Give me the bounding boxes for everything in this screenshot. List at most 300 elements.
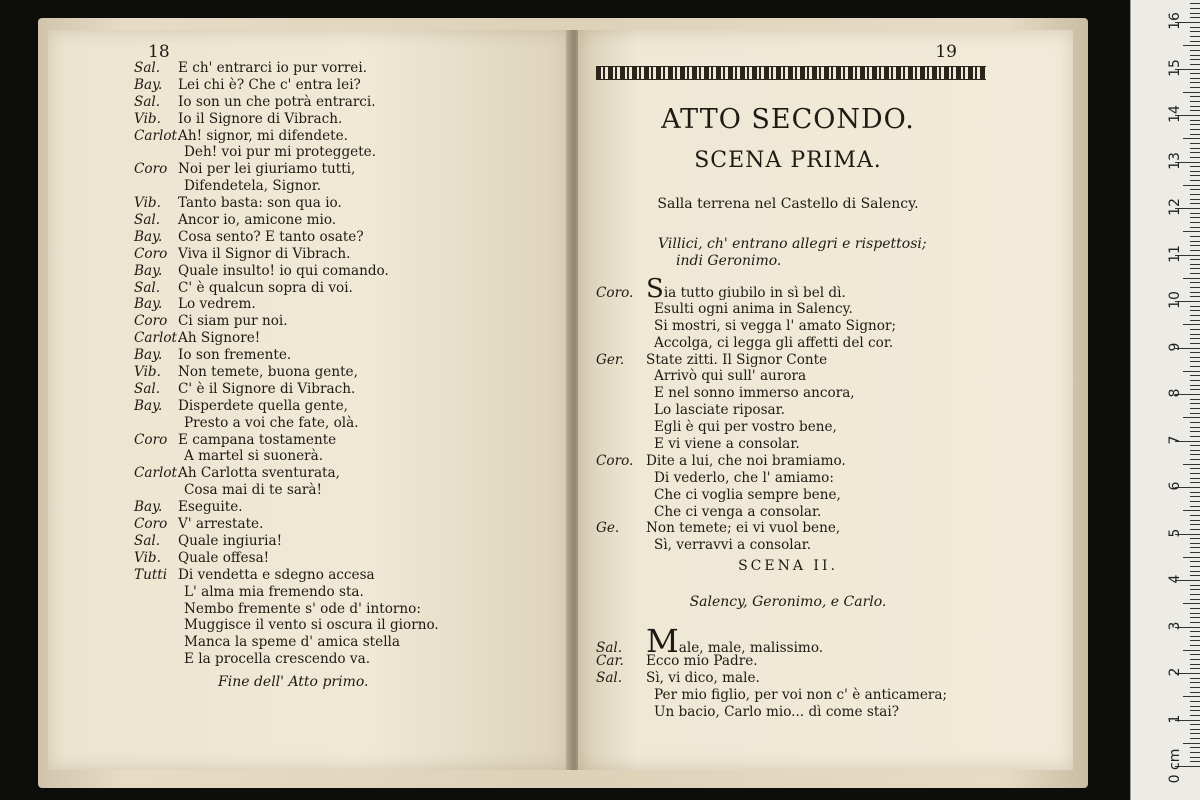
line-text: Disperdete quella gente, — [178, 397, 348, 414]
line-text: Difendetela, Signor. — [184, 178, 322, 195]
ruler-tick — [1190, 222, 1200, 223]
stage-direction-line: Villici, ch' entrano allegri e rispettosi; — [658, 236, 927, 252]
speaker-label: Bay. — [134, 262, 163, 279]
ruler-tick — [1190, 538, 1200, 539]
ruler-tick — [1190, 631, 1200, 632]
text-line — [134, 195, 439, 212]
speaker-label: Bay. — [134, 296, 163, 313]
ruler-tick — [1183, 464, 1200, 465]
speaker-label: Sal. — [134, 93, 161, 110]
ruler-tick — [1190, 608, 1200, 609]
line-text: Di vendetta e sdegno accesa — [178, 566, 375, 583]
text-line — [134, 381, 439, 398]
ruler-number: 4 — [1167, 574, 1183, 584]
ruler-tick — [1190, 213, 1200, 214]
ruler-number: 11 — [1167, 244, 1183, 263]
ruler-tick — [1190, 617, 1200, 618]
ruler-tick — [1190, 524, 1200, 525]
speaker-label: Coro — [134, 313, 168, 330]
ruler-tick — [1190, 366, 1200, 367]
line-text: Non temete; ei vi vuol bene, — [646, 520, 841, 537]
text-line — [134, 144, 439, 161]
decorative-border — [596, 66, 986, 80]
ruler-tick — [1190, 496, 1200, 497]
ruler-tick — [1190, 520, 1200, 521]
ruler-tick — [1190, 199, 1200, 200]
ruler-tick — [1190, 268, 1200, 269]
ruler-tick — [1190, 654, 1200, 655]
ruler-tick — [1190, 120, 1200, 121]
ruler-tick — [1190, 413, 1200, 414]
ruler-tick — [1190, 752, 1200, 753]
text-line — [596, 402, 896, 419]
line-text: State zitti. Il Signor Conte — [646, 351, 828, 368]
ruler-tick — [1190, 73, 1200, 74]
line-text: Io son fremente. — [178, 347, 292, 364]
line-text: Nembo fremente s' ode d' intorno: — [184, 600, 421, 617]
ruler-tick — [1190, 375, 1200, 376]
ruler-tick — [1190, 315, 1200, 316]
ruler-tick — [1190, 55, 1200, 56]
ruler-tick — [1190, 236, 1200, 237]
ruler-tick — [1190, 506, 1200, 507]
ruler-tick — [1190, 334, 1200, 335]
text-line — [596, 274, 896, 304]
ruler-tick — [1190, 87, 1200, 88]
text-line — [134, 533, 439, 550]
line-text: A martel si suonerà. — [184, 448, 324, 465]
ruler-tick — [1190, 329, 1200, 330]
line-text: E vi viene a consolar. — [654, 436, 800, 453]
speaker-label: Vib. — [134, 364, 161, 381]
ruler-tick — [1190, 27, 1200, 28]
page-number: 18 — [148, 42, 170, 62]
ruler-tick — [1190, 710, 1200, 711]
line-text: C' è qualcun sopra di voi. — [178, 279, 353, 296]
text-line — [134, 448, 439, 465]
text-line — [134, 246, 439, 263]
ruler-tick — [1190, 492, 1200, 493]
line-text: Per mio figlio, per voi non c' è anticamera; — [654, 686, 948, 703]
ruler-tick — [1190, 701, 1200, 702]
line-text: Tanto basta: son qua io. — [178, 195, 342, 212]
ruler-tick — [1190, 529, 1200, 530]
text-line — [596, 436, 896, 453]
ruler-tick — [1190, 82, 1200, 83]
ruler-tick — [1190, 273, 1200, 274]
text-block — [134, 60, 439, 668]
right-page — [578, 30, 1073, 770]
ruler-tick — [1190, 761, 1200, 762]
scene-heading: SCENA PRIMA. — [694, 148, 882, 173]
line-text: Muggisce il vento si oscura il giorno. — [184, 617, 439, 634]
ruler-tick — [1190, 473, 1200, 474]
text-line — [596, 352, 896, 369]
ruler-tick — [1190, 547, 1200, 548]
line-text: Accolga, ci legga gli affetti del cor. — [654, 334, 894, 351]
ruler-tick — [1190, 389, 1200, 390]
ruler-tick — [1190, 338, 1200, 339]
ruler-tick — [1190, 203, 1200, 204]
line-text: Ecco mio Padre. — [646, 652, 758, 669]
ruler-tick — [1183, 231, 1200, 232]
speaker-label: Bay. — [134, 397, 163, 414]
ruler-tick — [1190, 320, 1200, 321]
speaker-label: Sal. — [596, 640, 623, 656]
text-line — [134, 550, 439, 567]
ruler-tick — [1190, 482, 1200, 483]
text-block — [596, 274, 897, 554]
text-line — [134, 94, 439, 111]
line-text: Egli è qui per vostro bene, — [654, 419, 837, 436]
line-text: Viva il Signor di Vibrach. — [178, 245, 351, 262]
ruler-tick — [1190, 613, 1200, 614]
text-line — [134, 212, 439, 229]
ruler-number: 8 — [1167, 388, 1183, 398]
ruler-tick — [1190, 724, 1200, 725]
text-line — [596, 470, 896, 487]
line-text: Noi per lei giuriamo tutti, — [178, 161, 356, 178]
ruler-number: 1 — [1167, 714, 1183, 723]
ruler-number: 2 — [1167, 667, 1183, 677]
ruler-tick — [1190, 157, 1200, 158]
speaker-label: Sal. — [134, 532, 161, 549]
ruler-tick — [1190, 566, 1200, 567]
ruler-tick — [1190, 352, 1200, 353]
line-text: E ch' entrarci io pur vorrei. — [178, 60, 368, 76]
ruler-tick — [1190, 245, 1200, 246]
speaker-label: Carlot. — [134, 127, 182, 144]
ruler-tick — [1190, 78, 1200, 79]
ruler-tick — [1190, 3, 1200, 4]
speaker-label: Coro. — [596, 452, 634, 469]
text-line — [596, 537, 896, 554]
line-text: Presto a voi che fate, olà. — [184, 414, 359, 431]
ruler-tick — [1190, 385, 1200, 386]
ruler-tick — [1190, 640, 1200, 641]
ruler-tick — [1190, 715, 1200, 716]
ruler-tick — [1190, 515, 1200, 516]
line-text: L' alma mia fremendo sta. — [184, 583, 364, 600]
scene-heading: SCENA II. — [738, 558, 838, 574]
ruler-tick — [1183, 324, 1200, 325]
ruler-tick — [1190, 148, 1200, 149]
ruler-number: 12 — [1167, 198, 1183, 216]
ruler-tick — [1190, 445, 1200, 446]
ruler-tick — [1190, 292, 1200, 293]
ruler-tick — [1190, 571, 1200, 572]
line-text: Che ci voglia sempre bene, — [654, 486, 841, 503]
text-line — [134, 601, 439, 618]
speaker-label: Carlot. — [134, 465, 182, 482]
ruler-number: 13 — [1167, 151, 1183, 170]
ruler-tick — [1190, 594, 1200, 595]
text-line — [134, 263, 439, 280]
ruler-tick — [1190, 380, 1200, 381]
ruler-tick — [1190, 296, 1200, 297]
ruler-tick — [1190, 241, 1200, 242]
text-line — [596, 318, 896, 335]
text-line — [134, 296, 439, 313]
text-line — [134, 111, 439, 128]
ruler-number: 15 — [1167, 58, 1183, 77]
ruler-tick — [1190, 96, 1200, 97]
speaker-label: Car. — [596, 652, 624, 669]
ruler-tick — [1190, 250, 1200, 251]
ruler-tick — [1190, 668, 1200, 669]
ruler-tick — [1190, 175, 1200, 176]
ruler-tick — [1190, 31, 1200, 32]
measurement-ruler — [1130, 0, 1200, 800]
speaker-label: Bay. — [134, 347, 163, 364]
text-line — [596, 687, 947, 704]
ruler-tick — [1190, 399, 1200, 400]
text-line — [596, 622, 947, 660]
text-block — [596, 622, 948, 720]
text-line — [596, 385, 896, 402]
speaker-label: Sal. — [134, 380, 161, 397]
line-text: ale, male, malissimo. — [678, 640, 824, 656]
ruler-tick — [1190, 408, 1200, 409]
line-text: Manca la speme d' amica stella — [184, 634, 400, 651]
line-text: Ah! signor, mi difendete. — [178, 127, 348, 144]
ruler-number: 7 — [1167, 435, 1183, 444]
text-line — [134, 634, 439, 651]
line-text: V' arrestate. — [178, 516, 264, 533]
line-text: E campana tostamente — [178, 431, 337, 448]
line-text: ia tutto giubilo in sì bel dì. — [663, 285, 846, 301]
ruler-tick — [1190, 357, 1200, 358]
text-line — [134, 77, 439, 94]
ruler-tick — [1190, 36, 1200, 37]
ruler-tick — [1190, 459, 1200, 460]
text-line — [134, 178, 439, 195]
speaker-label: Vib. — [134, 110, 161, 127]
ruler-tick — [1190, 152, 1200, 153]
ruler-tick — [1190, 259, 1200, 260]
text-line — [134, 280, 439, 297]
ruler-tick — [1190, 454, 1200, 455]
ruler-tick — [1190, 134, 1200, 135]
text-line — [596, 453, 896, 470]
ruler-tick — [1190, 8, 1200, 9]
ruler-tick — [1190, 143, 1200, 144]
line-text: Che ci venga a consolar. — [654, 503, 822, 520]
speaker-label: Vib. — [134, 195, 161, 212]
speaker-label: Carlot. — [134, 330, 182, 347]
ruler-tick — [1183, 185, 1200, 186]
line-text: Sì, vi dico, male. — [646, 669, 760, 686]
ruler-tick — [1190, 59, 1200, 60]
speaker-label: Coro — [134, 516, 168, 533]
ruler-tick — [1190, 622, 1200, 623]
ruler-tick — [1190, 585, 1200, 586]
line-text: C' è il Signore di Vibrach. — [178, 380, 356, 397]
ruler-tick — [1190, 129, 1200, 130]
line-text: Non temete, buona gente, — [178, 364, 358, 381]
ruler-tick — [1190, 659, 1200, 660]
text-line — [134, 584, 439, 601]
stage-direction — [658, 236, 927, 270]
ruler-tick — [1190, 403, 1200, 404]
line-text: E la procella crescendo va. — [184, 651, 371, 668]
ruler-unit-label: 0 cm — [1167, 748, 1183, 784]
text-line — [134, 364, 439, 381]
text-line — [596, 419, 896, 436]
ruler-tick — [1190, 738, 1200, 739]
ruler-tick — [1190, 729, 1200, 730]
ruler-tick — [1190, 589, 1200, 590]
line-text: Ancor io, amicone mio. — [178, 212, 337, 229]
stage-direction-line: indi Geronimo. — [676, 253, 782, 269]
ruler-tick — [1190, 264, 1200, 265]
ruler-tick — [1190, 552, 1200, 553]
ruler-number: 16 — [1167, 12, 1183, 30]
ruler-number: 9 — [1167, 342, 1183, 351]
text-line — [134, 415, 439, 432]
line-text: Deh! voi pur mi proteggete. — [184, 144, 377, 161]
ruler-tick — [1190, 282, 1200, 283]
line-text: Esulti ogni anima in Salency. — [654, 300, 853, 317]
text-line — [596, 487, 896, 504]
line-text: Lei chi è? Che c' entra lei? — [178, 76, 361, 93]
ruler-tick — [1190, 166, 1200, 167]
ruler-tick — [1190, 189, 1200, 190]
drop-capital: S — [646, 274, 664, 304]
ruler-tick — [1190, 64, 1200, 65]
ruler-tick — [1190, 478, 1200, 479]
line-text: Si mostri, si vegga l' amato Signor; — [654, 317, 897, 334]
line-text: Arrivò qui sull' aurora — [654, 368, 807, 385]
ruler-tick — [1183, 371, 1200, 372]
ruler-tick — [1190, 217, 1200, 218]
ruler-tick — [1183, 696, 1200, 697]
text-line — [134, 60, 439, 77]
ruler-tick — [1183, 743, 1200, 744]
text-line — [596, 670, 947, 687]
speaker-label: Sal. — [134, 279, 161, 296]
speaker-label: Tutti — [134, 566, 168, 583]
text-line — [134, 347, 439, 364]
text-line — [134, 482, 439, 499]
ruler-tick — [1190, 310, 1200, 311]
line-text: Dite a lui, che noi bramiamo. — [646, 452, 846, 469]
ruler-tick — [1190, 194, 1200, 195]
text-line — [596, 368, 896, 385]
line-text: Sì, verravvi a consolar. — [654, 537, 812, 554]
text-line — [134, 567, 439, 584]
line-text: Io son un che potrà entrarci. — [178, 93, 376, 110]
act-heading: ATTO SECONDO. — [661, 104, 915, 135]
speaker-label: Coro — [134, 245, 168, 262]
text-line — [596, 704, 947, 721]
left-page — [48, 30, 570, 770]
ruler-tick — [1190, 682, 1200, 683]
ruler-tick — [1190, 757, 1200, 758]
text-line — [134, 229, 439, 246]
line-text: Quale ingiuria! — [178, 532, 283, 549]
ruler-tick — [1190, 678, 1200, 679]
ruler-tick — [1183, 138, 1200, 139]
ruler-number: 5 — [1167, 528, 1183, 537]
line-text: Cosa sento? E tanto osate? — [178, 228, 364, 245]
ruler-tick — [1190, 124, 1200, 125]
ruler-tick — [1190, 450, 1200, 451]
text-line — [134, 651, 439, 668]
stage-direction: Salency, Geronimo, e Carlo. — [689, 594, 887, 610]
ruler-tick — [1190, 575, 1200, 576]
ruler-tick — [1190, 361, 1200, 362]
ruler-number: 14 — [1167, 105, 1183, 123]
ruler-tick — [1190, 13, 1200, 14]
ruler-tick — [1190, 106, 1200, 107]
ruler-tick — [1190, 436, 1200, 437]
speaker-label: Sal. — [596, 669, 623, 686]
line-text: Quale offesa! — [178, 549, 270, 566]
text-line — [596, 301, 896, 318]
line-text: Di vederlo, che l' amiamo: — [654, 469, 834, 486]
ruler-tick — [1190, 287, 1200, 288]
ruler-tick — [1190, 561, 1200, 562]
speaker-label: Sal. — [134, 212, 161, 229]
ruler-tick — [1190, 706, 1200, 707]
text-line — [134, 617, 439, 634]
ruler-tick — [1190, 306, 1200, 307]
page-number: 19 — [935, 42, 957, 62]
ruler-tick — [1190, 664, 1200, 665]
ruler-tick — [1190, 227, 1200, 228]
text-line — [134, 432, 439, 449]
ruler-tick — [1190, 543, 1200, 544]
text-line — [134, 398, 439, 415]
ruler-tick — [1190, 431, 1200, 432]
text-line — [134, 161, 439, 178]
ruler-tick — [1183, 417, 1200, 418]
speaker-label: Coro — [134, 431, 168, 448]
line-text: E nel sonno immerso ancora, — [654, 385, 855, 402]
text-line — [134, 313, 439, 330]
speaker-label: Ger. — [596, 351, 625, 368]
text-line — [596, 504, 896, 521]
speaker-label: Sal. — [134, 60, 161, 76]
line-text: Io il Signore di Vibrach. — [178, 110, 343, 127]
text-line — [134, 465, 439, 482]
ruler-number: 6 — [1167, 481, 1183, 491]
speaker-label: Vib. — [134, 549, 161, 566]
ruler-tick — [1183, 557, 1200, 558]
ruler-tick — [1183, 92, 1200, 93]
line-text: Un bacio, Carlo mio... dì come stai? — [654, 703, 900, 720]
ruler-tick — [1190, 422, 1200, 423]
speaker-label: Ge. — [596, 520, 620, 537]
text-line — [134, 499, 439, 516]
speaker-label: Coro — [134, 161, 168, 178]
ruler-tick — [1190, 468, 1200, 469]
ruler-tick — [1190, 41, 1200, 42]
ruler-tick — [1183, 278, 1200, 279]
ruler-tick — [1183, 650, 1200, 651]
ruler-tick — [1190, 343, 1200, 344]
ruler-tick — [1190, 50, 1200, 51]
line-text: Ci siam pur noi. — [178, 313, 288, 330]
ruler-tick — [1190, 17, 1200, 18]
ruler-tick — [1190, 747, 1200, 748]
ruler-tick — [1183, 45, 1200, 46]
line-text: Quale insulto! io qui comando. — [178, 262, 389, 279]
ruler-number: 10 — [1167, 291, 1183, 309]
ruler-tick — [1190, 171, 1200, 172]
end-of-act-line: Fine dell' Atto primo. — [218, 674, 369, 690]
